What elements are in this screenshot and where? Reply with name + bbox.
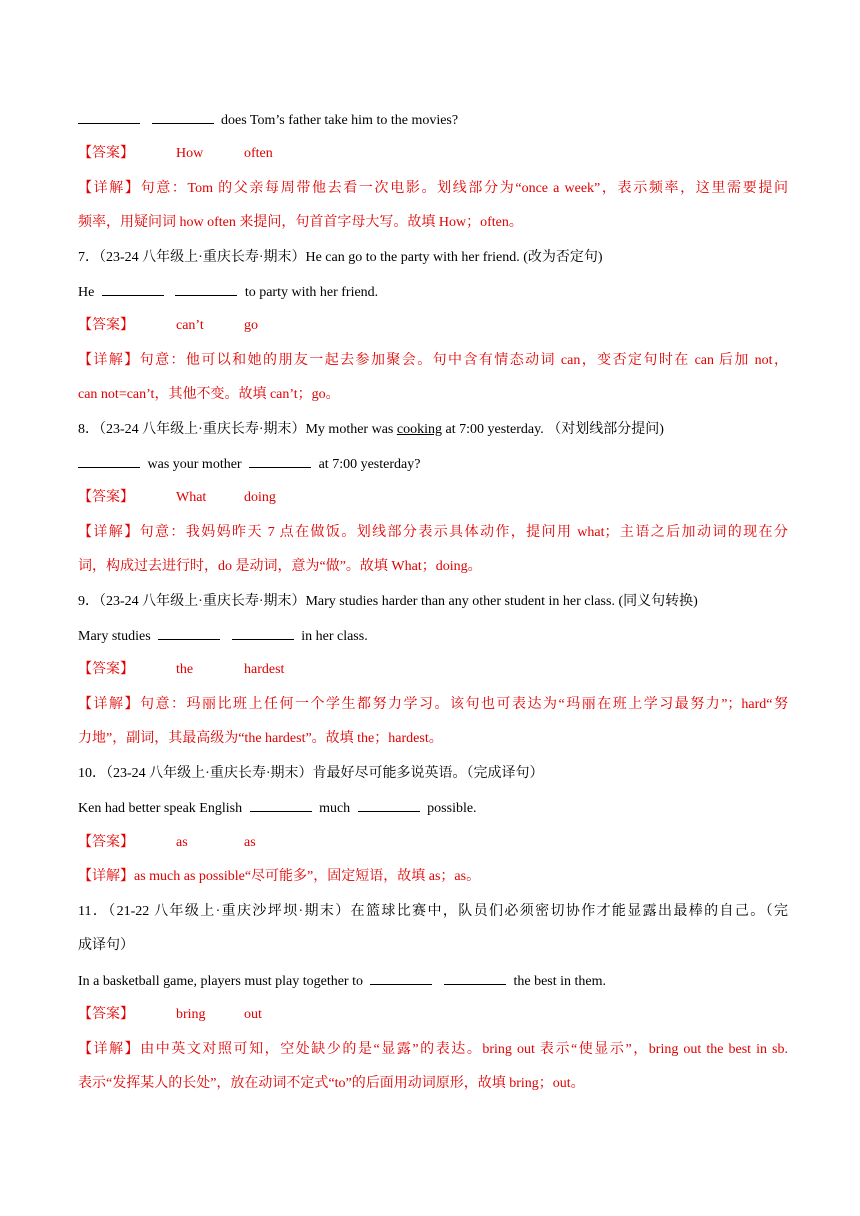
answer-label: 【答案】: [78, 318, 134, 333]
q9-detail-line-2: 力地”，副词，其最高级为“the hardest”。故填 the；hardest。: [78, 731, 443, 746]
q11-fill-line: [78, 971, 788, 992]
q9-stem: [78, 592, 788, 612]
q10-line-mid: much: [319, 801, 351, 816]
q7-stem-text: （23-24 八年级上·重庆长寿·期末）He can go to the party with her friend. (改为否定句): [99, 250, 603, 265]
q11-detail-line-1: 【详解】由中英文对照可知，空处缺少的是“显露”的表达。bring out 表示“使显示”，bring out the best in sb.: [78, 1042, 788, 1057]
q7-stem: [78, 248, 788, 268]
q10-line-start: Ken had better speak English: [78, 801, 243, 816]
answer-word-1: What: [176, 490, 207, 505]
q10-answer: [78, 833, 788, 853]
answer-word-1: can’t: [176, 318, 204, 333]
answer-word-2: hardest: [244, 662, 285, 677]
q6-fill-line: [78, 110, 788, 131]
q9-fill-line: [78, 626, 788, 647]
answer-blank[interactable]: [232, 626, 294, 640]
answer-word-2: doing: [244, 490, 276, 505]
answer-word-2: often: [244, 146, 273, 161]
q10-stem-text: （23-24 八年级上·重庆长寿·期末）肯最好尽可能多说英语。（完成译句）: [106, 766, 544, 781]
question-number: 10．: [78, 766, 106, 781]
answer-word-1: the: [176, 662, 194, 677]
answer-label: 【答案】: [78, 835, 134, 850]
q8-line-mid: was your mother: [147, 457, 242, 472]
question-number: 11．: [78, 904, 109, 919]
answer-blank[interactable]: [152, 110, 214, 124]
q8-stem-text-a: （23-24 八年级上·重庆长寿·期末）My mother was: [99, 422, 397, 437]
answer-blank[interactable]: [444, 971, 506, 985]
answer-label: 【答案】: [78, 1007, 134, 1022]
q7-answer: [78, 316, 788, 336]
answer-label: 【答案】: [78, 146, 134, 161]
q9-line-start: Mary studies: [78, 629, 151, 644]
q11-line-end: the best in them.: [513, 974, 607, 989]
q11-stem-line-2: 成译句）: [78, 938, 134, 953]
q8-answer: [78, 488, 788, 508]
q11-line-start: In a basketball game, players must play together to: [78, 974, 363, 989]
q10-fill-line: [78, 798, 788, 819]
question-number: 9．: [78, 594, 99, 609]
q10-line-end: possible.: [427, 801, 477, 816]
answer-blank[interactable]: [249, 454, 311, 468]
q7-detail-line-1: 【详解】句意：他可以和她的朋友一起去参加聚会。句中含有情态动词 can，变否定句时在 can 后加 not，: [78, 353, 788, 368]
q11-stem-text-1: （21-22 八年级上·重庆沙坪坝·期末）在篮球比赛中，队员们必须密切协作才能显露出最棒的自己。（完: [108, 904, 789, 919]
answer-blank[interactable]: [78, 110, 140, 124]
q9-answer: [78, 660, 788, 680]
answer-word-1: bring: [176, 1007, 206, 1022]
q6-question-text: does Tom’s father take him to the movies?: [221, 113, 459, 128]
answer-label: 【答案】: [78, 662, 134, 677]
q11-detail-line-2: 表示“发挥某人的长处”，放在动词不定式“to”的后面用动词原形，故填 bring；out。: [78, 1076, 585, 1091]
answer-blank[interactable]: [78, 454, 140, 468]
q7-line-end: to party with her friend.: [244, 285, 379, 300]
answer-word-2: as: [244, 835, 256, 850]
underlined-word: cooking: [396, 422, 442, 437]
question-number: 7．: [78, 250, 99, 265]
q7-detail-line-2: can not=can’t，其他不变。故填 can’t；go。: [78, 387, 340, 402]
q7-fill-line: [78, 282, 788, 303]
answer-word-2: go: [244, 318, 258, 333]
q8-line-end: at 7:00 yesterday?: [318, 457, 421, 472]
q9-stem-text: （23-24 八年级上·重庆长寿·期末）Mary studies harder than any other student in her class. (同义句转换): [99, 594, 698, 609]
answer-blank[interactable]: [358, 798, 420, 812]
q6-detail-line-1: 【详解】句意：Tom 的父亲每周带他去看一次电影。划线部分为“once a week”，表示频率，这里需要提问: [78, 181, 788, 196]
answer-blank[interactable]: [102, 282, 164, 296]
q10-detail-line-1: 【详解】as much as possible“尽可能多”，固定短语，故填 as；as。: [78, 869, 481, 884]
q6-detail-line-2: 频率，用疑问词 how often 来提问，句首首字母大写。故填 How；often。: [78, 215, 523, 230]
answer-word-1: as: [176, 835, 188, 850]
answer-word-1: How: [176, 146, 204, 161]
q8-stem-text-b: at 7:00 yesterday. （对划线部分提问): [441, 422, 664, 437]
question-number: 8．: [78, 422, 99, 437]
q8-detail-line-2: 词，构成过去进行时，do 是动词，意为“做”。故填 What；doing。: [78, 559, 482, 574]
q6-answer: [78, 144, 788, 164]
q11-stem: [78, 902, 788, 922]
q8-fill-line: [78, 454, 788, 475]
answer-blank[interactable]: [370, 971, 432, 985]
answer-word-2: out: [244, 1007, 262, 1022]
q7-line-start: He: [78, 285, 95, 300]
q8-stem: [78, 420, 788, 440]
q8-detail-line-1: 【详解】句意：我妈妈昨天 7 点在做饭。划线部分表示具体动作，提问用 what；主语之后加动词的现在分: [78, 525, 788, 540]
q9-detail-line-1: 【详解】句意：玛丽比班上任何一个学生都努力学习。该句也可表达为“玛丽在班上学习最努力”；hard“努: [78, 697, 788, 712]
q9-line-end: in her class.: [301, 629, 368, 644]
q11-answer: [78, 1005, 788, 1025]
answer-label: 【答案】: [78, 490, 134, 505]
answer-blank[interactable]: [158, 626, 220, 640]
answer-blank[interactable]: [250, 798, 312, 812]
answer-blank[interactable]: [175, 282, 237, 296]
q10-stem: [78, 764, 788, 784]
